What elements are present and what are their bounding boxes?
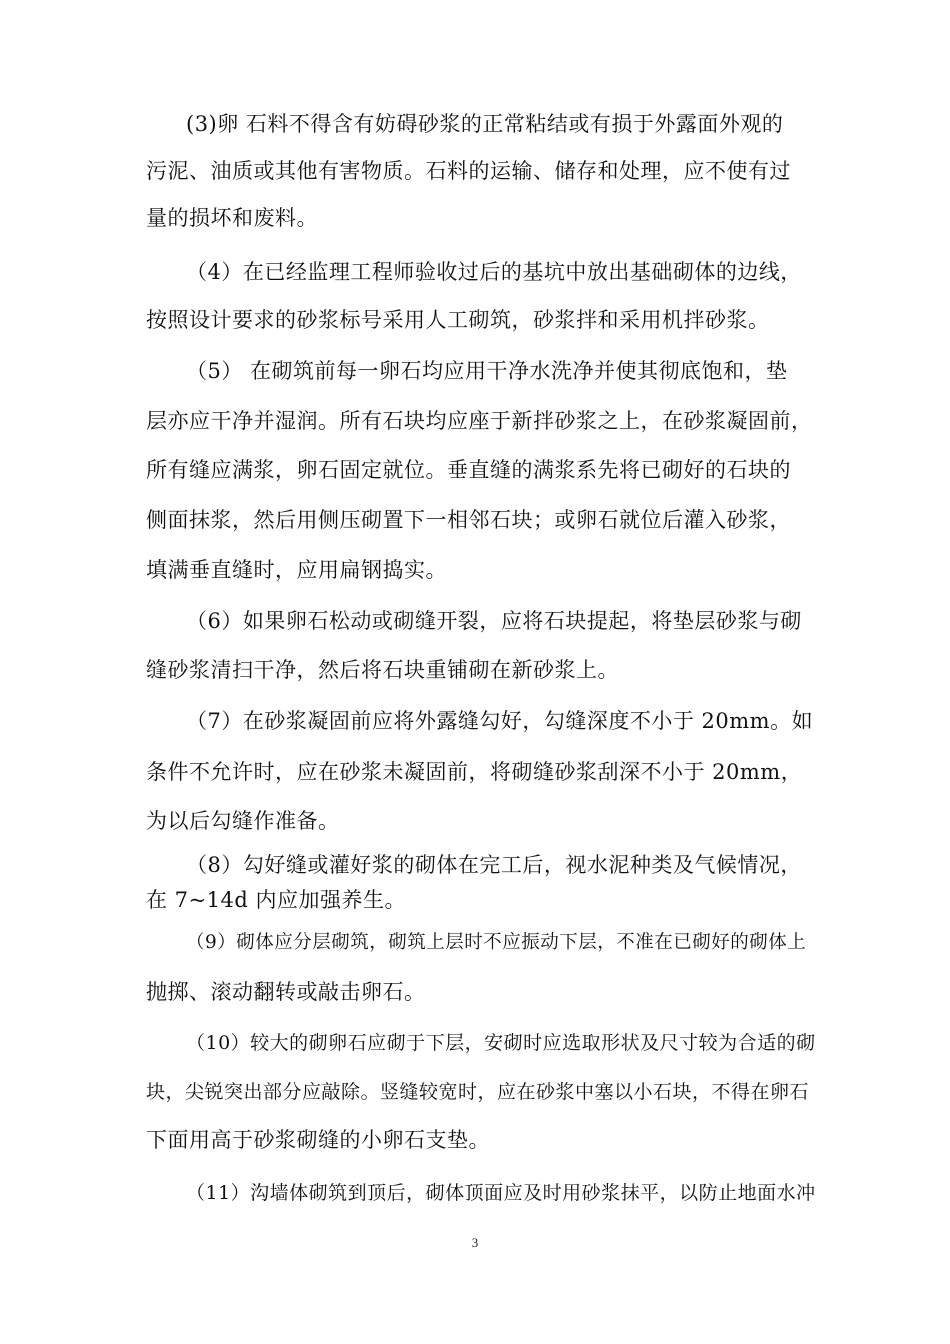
page-number: 3	[471, 1235, 479, 1250]
text-line: 按照设计要求的砂浆标号采用人工砌筑，砂浆拌和采用机拌砂浆。	[146, 308, 770, 332]
text-line: 污泥、油质或其他有害物质。石料的运输、储存和处理，应不使有过	[146, 159, 791, 183]
text-line: (3)卵 石料不得含有妨碍砂浆的正常粘结或有损于外露面外观的	[186, 112, 784, 136]
text-line: 块，尖锐突出部分应敲除。竖缝较宽时，应在砂浆中塞以小石块，不得在卵石	[146, 1081, 810, 1103]
text-line: （11）沟墙体砌筑到顶后，砌体顶面应及时用砂浆抹平，以防止地面水冲	[186, 1182, 816, 1204]
text-line: 填满垂直缝时，应用扁钢捣实。	[146, 558, 447, 582]
text-line: 在 7~14d 内应加强养生。	[146, 888, 406, 912]
text-line: 缝砂浆清扫干净，然后将石块重铺砌在新砂浆上。	[146, 658, 619, 682]
text-line: （8）勾好缝或灌好浆的砌体在完工后，视水泥种类及气候情况，	[186, 853, 802, 877]
text-line: （7）在砂浆凝固前应将外露缝勾好，勾缝深度不小于 20mm。如	[186, 709, 814, 733]
text-line: （9）砌体应分层砌筑，砌筑上层时不应振动下层，不准在已砌好的砌体上	[186, 932, 807, 953]
text-line: （6）如果卵石松动或砌缝开裂，应将石块提起，将垫层砂浆与砌	[186, 609, 802, 633]
text-line: 抛掷、滚动翻转或敲击卵石。	[146, 980, 426, 1004]
text-line: 为以后勾缝作准备。	[146, 809, 340, 833]
text-line: 条件不允许时，应在砂浆未凝固前，将砌缝砂浆刮深不小于 20mm，	[146, 760, 803, 784]
text-line: 侧面抹浆，然后用侧压砌置下一相邻石块；或卵石就位后灌入砂浆，	[146, 508, 791, 532]
text-line: （5） 在砌筑前每一卵石均应用干净水洗净并使其彻底饱和，垫	[186, 359, 788, 383]
text-line: （4）在已经监理工程师验收过后的基坑中放出基础砌体的边线，	[186, 260, 802, 284]
text-line: 层亦应干净并湿润。所有石块均应座于新拌砂浆之上，在砂浆凝固前，	[146, 409, 813, 433]
text-line: 下面用高于砂浆砌缝的小卵石支垫。	[146, 1128, 490, 1152]
text-line: （10）较大的砌卵石应砌于下层，安砌时应选取形状及尺寸较为合适的砌	[186, 1032, 816, 1054]
text-line: 量的损坏和废料。	[146, 206, 318, 230]
text-line: 所有缝应满浆，卵石固定就位。垂直缝的满浆系先将已砌好的石块的	[146, 458, 791, 482]
